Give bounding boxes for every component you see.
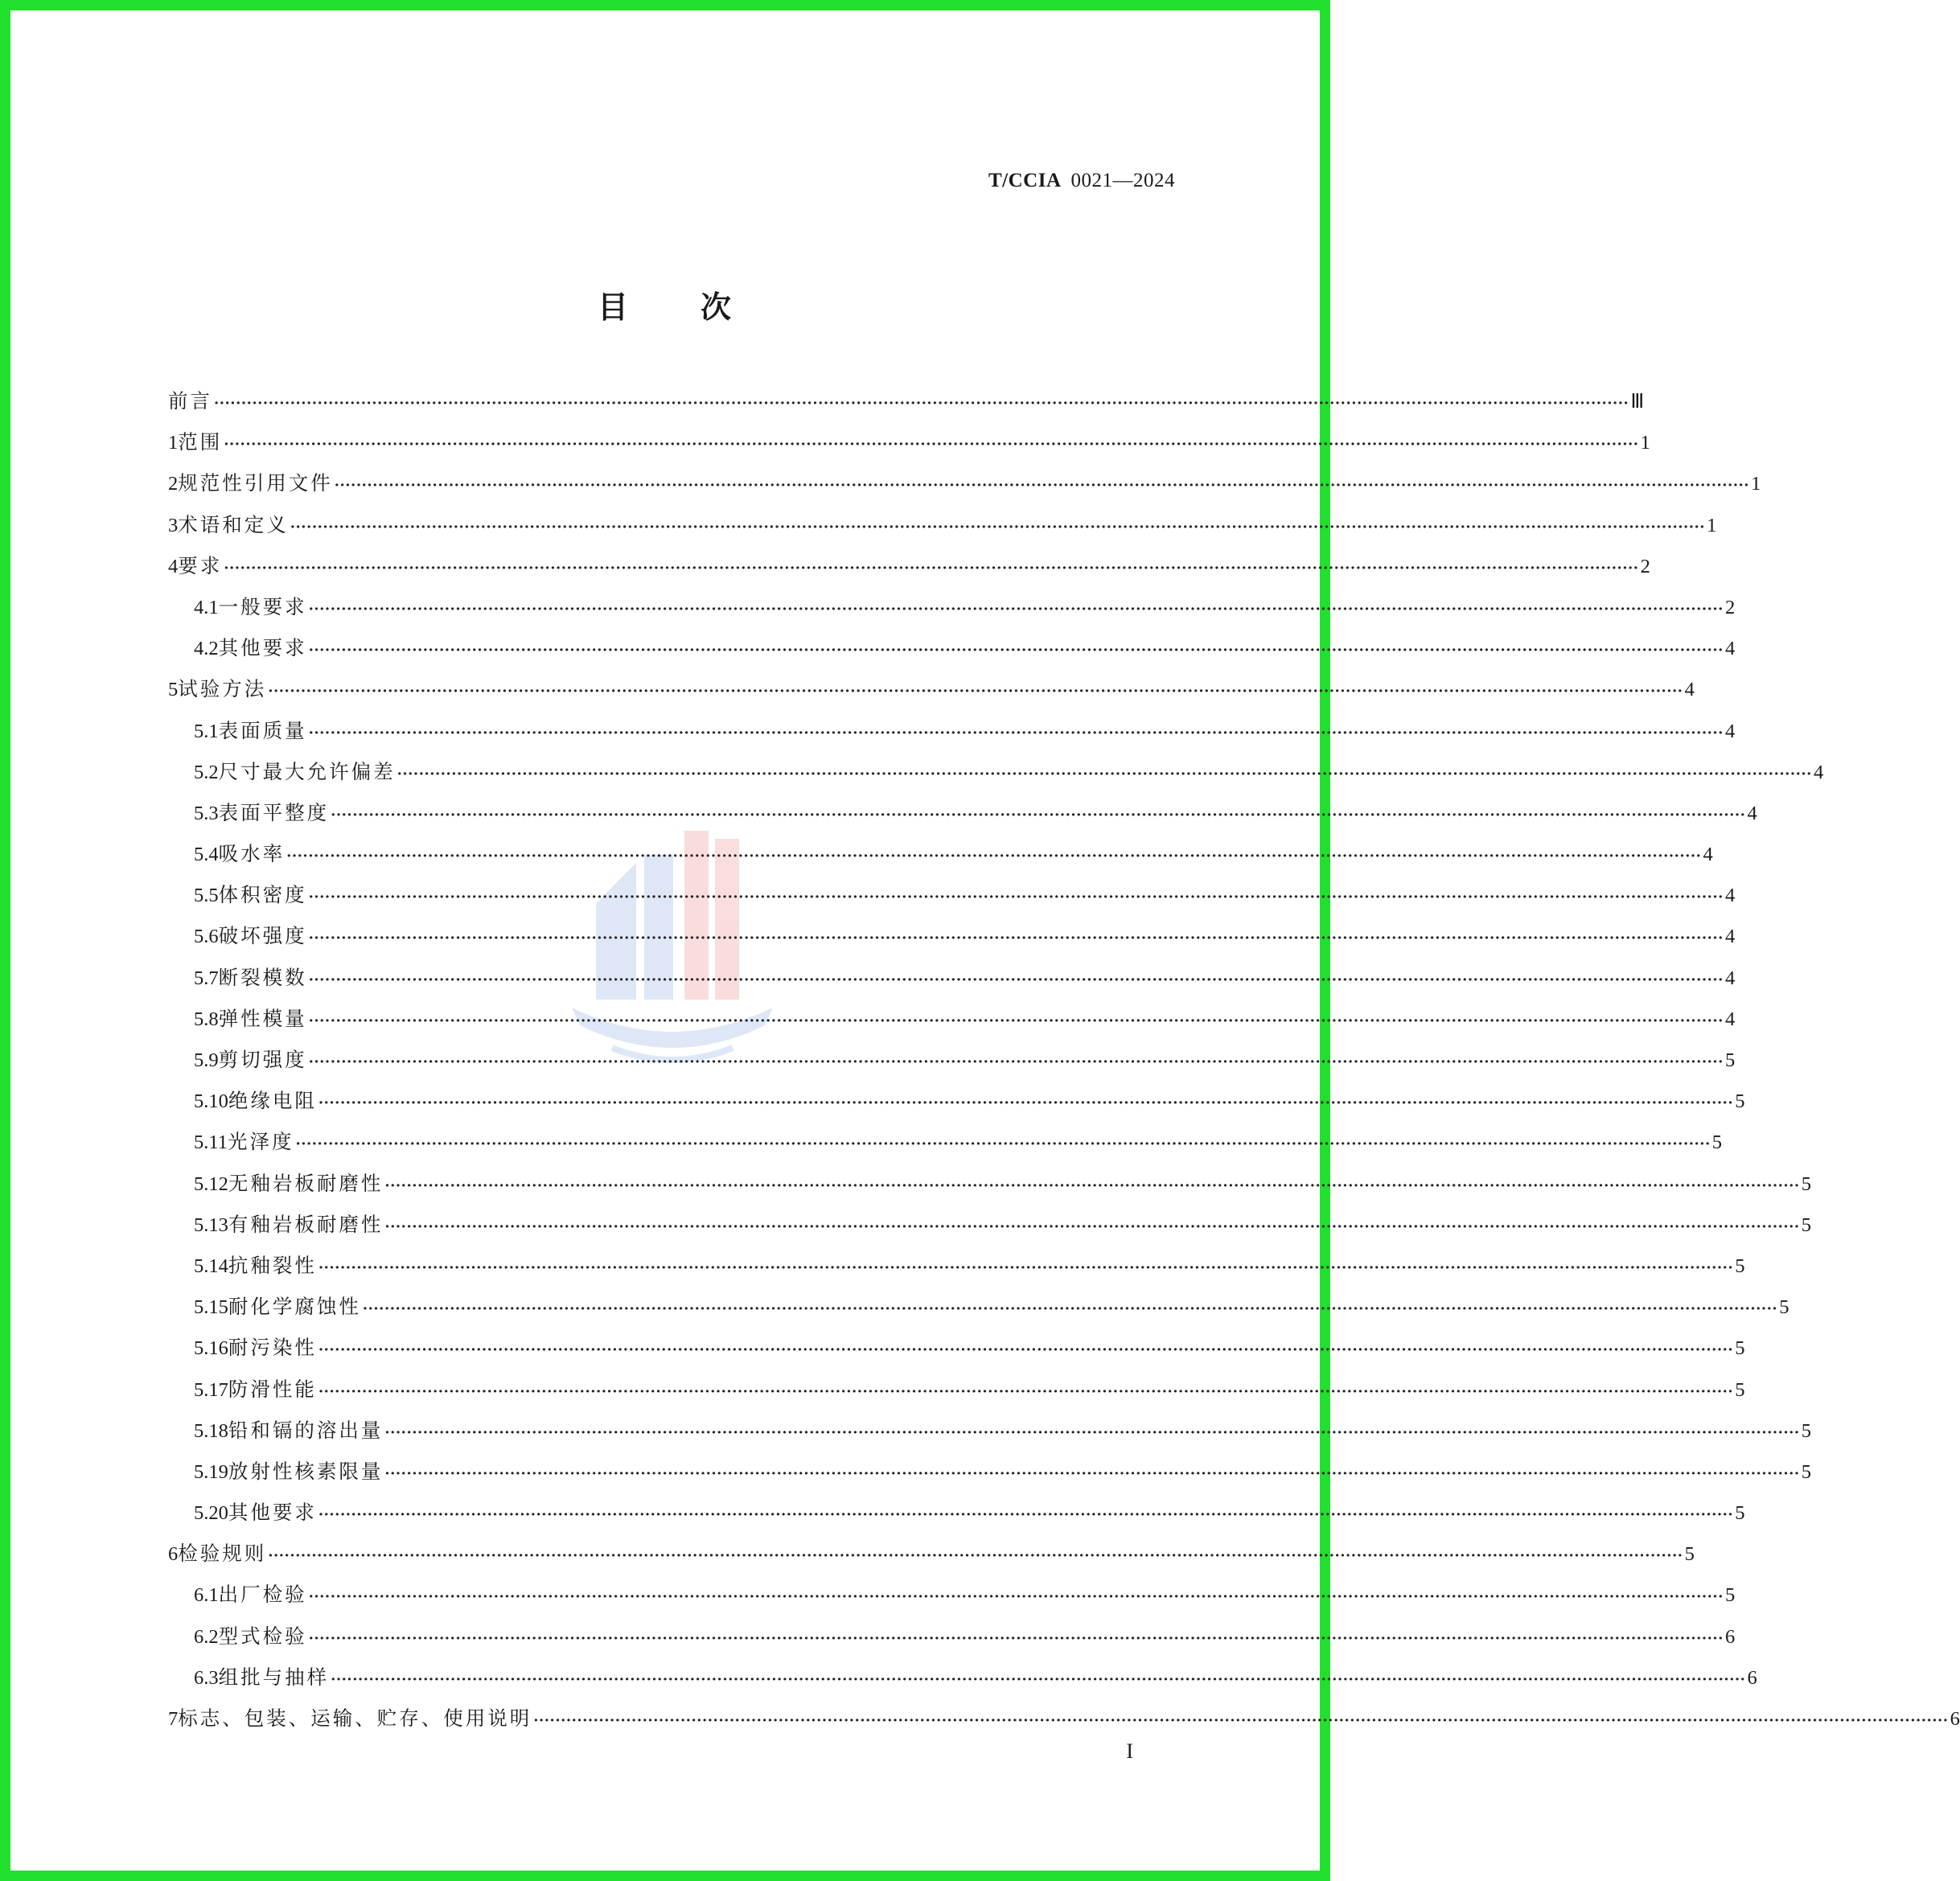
dot-leader: ···································································································································································································································································· — [308, 889, 1724, 906]
toc-entry-number: 5.15 — [194, 1296, 228, 1319]
dot-leader: ···································································································································································································································································· — [308, 1629, 1724, 1647]
toc-entry-label: 防滑性能 — [228, 1377, 317, 1401]
toc-entry[interactable] — [168, 1045, 1736, 1086]
toc-entry-label: 弹性模量 — [218, 1006, 307, 1030]
toc-entry-number: 5.17 — [194, 1378, 228, 1401]
toc-entry-page: 1 — [1640, 432, 1650, 454]
dot-leader: ···································································································································································································································································· — [318, 1382, 1734, 1400]
dot-leader: ···································································································································································································································································· — [362, 1300, 1778, 1318]
toc-entry-page: 5 — [1735, 1255, 1745, 1277]
dot-leader: ···································································································································································································································································· — [286, 848, 1702, 865]
toc-entry-label: 耐污染性 — [228, 1336, 317, 1360]
toc-entry-number: 5.9 — [194, 1049, 219, 1071]
toc-entry-number: 5.12 — [194, 1173, 228, 1195]
toc-entry-page: 4 — [1684, 679, 1695, 701]
toc-entry[interactable] — [168, 963, 1736, 1004]
toc-entry[interactable] — [168, 1374, 1745, 1415]
dot-leader: ···································································································································································································································································· — [268, 683, 1683, 700]
toc-entry-number: 5.7 — [194, 967, 219, 989]
toc-entry[interactable] — [168, 1621, 1736, 1662]
toc-entry-number: 1 — [168, 432, 179, 454]
toc-entry[interactable] — [168, 468, 1761, 509]
toc-entry-label: 剪切强度 — [218, 1048, 307, 1071]
toc-entry-label: 表面质量 — [218, 718, 307, 742]
dot-leader: ···································································································································································································································································· — [384, 1423, 1800, 1441]
toc-entry-label: 抗釉裂性 — [228, 1253, 317, 1277]
toc-entry-number: 5.5 — [194, 885, 219, 907]
toc-entry-page: 5 — [1735, 1502, 1745, 1525]
toc-entry-page: 4 — [1724, 967, 1736, 989]
toc-entry-label: 有釉岩板耐磨性 — [228, 1212, 384, 1236]
toc-entry-label: 一般要求 — [218, 594, 307, 618]
toc-entry[interactable] — [168, 1703, 1960, 1744]
toc-entry-page: 4 — [1724, 885, 1736, 907]
toc-entry-label: 型式检验 — [218, 1624, 307, 1648]
toc-entry[interactable] — [168, 1086, 1745, 1127]
toc-entry-page: Ⅲ — [1630, 391, 1645, 413]
dot-leader: ···································································································································································································································································· — [308, 1012, 1724, 1029]
dot-leader: ···································································································································································································································································· — [384, 1177, 1800, 1194]
toc-entry[interactable] — [168, 674, 1695, 715]
toc-entry-page: 6 — [1950, 1708, 1960, 1730]
toc-entry[interactable] — [168, 427, 1650, 468]
toc-entry-label: 要求 — [178, 553, 223, 577]
page-number: I — [1126, 1739, 1133, 1763]
toc-entry-number: 3 — [168, 514, 179, 536]
dot-leader: ···································································································································································································································································· — [384, 1464, 1800, 1482]
toc-title — [10, 282, 1320, 327]
toc-entry-label: 其他要求 — [218, 636, 307, 660]
toc-entry-page: 5 — [1735, 1378, 1745, 1401]
toc-entry-label: 铅和镉的溶出量 — [228, 1418, 384, 1442]
standard-number: 0021—2024 — [1070, 170, 1175, 191]
toc-entry-number: 4.1 — [194, 596, 219, 618]
toc-entry-page: 5 — [1684, 1543, 1695, 1566]
toc-entry-page: 5 — [1724, 1049, 1736, 1071]
toc-entry[interactable] — [168, 839, 1713, 880]
toc-entry-page: 6 — [1747, 1666, 1757, 1689]
toc-entry[interactable] — [168, 1210, 1811, 1251]
toc-entry-label: 出厂检验 — [218, 1583, 307, 1607]
toc-entry[interactable] — [168, 1497, 1745, 1538]
dot-leader: ···································································································································································································································································· — [214, 395, 1629, 412]
toc-entry-page: 5 — [1801, 1173, 1811, 1195]
toc-title-right: 次 — [701, 290, 733, 325]
toc-entry[interactable] — [168, 510, 1717, 551]
dot-leader: ···································································································································································································································································· — [308, 971, 1724, 988]
toc-entry-label: 标志、包装、运输、贮存、使用说明 — [178, 1706, 532, 1730]
toc-entry[interactable] — [168, 1333, 1745, 1374]
toc-entry-page: 1 — [1707, 514, 1717, 536]
dot-leader: ···································································································································································································································································· — [308, 600, 1724, 618]
toc-entry[interactable] — [168, 716, 1736, 757]
toc-entry-label: 无釉岩板耐磨性 — [228, 1171, 384, 1195]
toc-entry-page: 4 — [1724, 926, 1736, 948]
toc-entry[interactable] — [168, 1538, 1695, 1579]
dot-leader: ···································································································································································································································································· — [318, 1506, 1734, 1524]
toc-entry-page: 4 — [1747, 802, 1757, 824]
toc-entry[interactable] — [168, 880, 1736, 921]
dot-leader: ···································································································································································································································································· — [268, 1547, 1683, 1565]
toc-entry-label: 检验规则 — [178, 1542, 267, 1566]
toc-entry-number: 5.10 — [194, 1090, 228, 1113]
toc-entry-number: 5.8 — [194, 1008, 219, 1030]
toc-entry-number: 7 — [168, 1708, 179, 1730]
dot-leader: ···································································································································································································································································· — [331, 1670, 1746, 1688]
dot-leader: ···································································································································································································································································· — [308, 724, 1724, 741]
toc-entry-label: 其他要求 — [228, 1501, 317, 1525]
toc-entry[interactable] — [168, 1579, 1736, 1620]
dot-leader: ···································································································································································································································································· — [295, 1136, 1711, 1153]
toc-list — [168, 386, 1960, 1744]
dot-leader: ···································································································································································································································································· — [308, 1588, 1724, 1606]
toc-entry-number: 5 — [168, 679, 179, 701]
toc-entry-page: 5 — [1735, 1090, 1745, 1113]
toc-entry-page: 5 — [1735, 1337, 1745, 1360]
toc-entry-page: 1 — [1751, 473, 1761, 495]
dot-leader: ···································································································································································································································································· — [308, 930, 1724, 947]
toc-entry-number: 5.11 — [194, 1131, 228, 1154]
toc-entry-label: 吸水率 — [218, 842, 286, 866]
toc-entry-label: 体积密度 — [218, 883, 307, 907]
toc-entry-label: 断裂模数 — [218, 965, 307, 989]
toc-entry-number: 4 — [168, 555, 179, 577]
standard-prefix: T/CCIA — [988, 170, 1062, 191]
toc-entry-label: 范围 — [178, 430, 223, 454]
toc-entry-label: 表面平整度 — [218, 800, 330, 824]
toc-entry[interactable] — [168, 1456, 1811, 1497]
toc-entry-number: 5.3 — [194, 802, 219, 824]
toc-entry-number: 6 — [168, 1543, 179, 1566]
toc-entry-page: 5 — [1801, 1214, 1811, 1236]
toc-entry-page: 5 — [1711, 1131, 1723, 1154]
toc-entry-number: 5.18 — [194, 1419, 228, 1442]
toc-entry-page: 4 — [1703, 844, 1713, 866]
toc-entry-label: 绝缘电阻 — [228, 1089, 317, 1113]
toc-entry-page: 5 — [1801, 1419, 1811, 1442]
toc-entry[interactable] — [168, 1292, 1789, 1333]
toc-entry-page: 5 — [1724, 1584, 1736, 1607]
dot-leader: ···································································································································································································································································· — [224, 559, 1639, 577]
toc-entry[interactable] — [168, 386, 1645, 427]
toc-entry[interactable] — [168, 798, 1757, 839]
toc-entry-label: 组批与抽样 — [218, 1665, 330, 1689]
toc-entry-number: 6.2 — [194, 1625, 219, 1648]
toc-entry-page: 4 — [1813, 761, 1824, 783]
toc-entry[interactable] — [168, 1168, 1811, 1210]
toc-entry-number: 5.6 — [194, 926, 219, 948]
toc-entry[interactable] — [168, 1662, 1757, 1703]
toc-entry[interactable] — [168, 757, 1824, 798]
toc-entry-page: 6 — [1724, 1625, 1736, 1648]
toc-entry-page: 4 — [1724, 638, 1736, 660]
dot-leader: ···································································································································································································································································· — [533, 1712, 1949, 1729]
toc-entry-number: 6.1 — [194, 1584, 219, 1607]
toc-entry-label: 光泽度 — [227, 1130, 294, 1154]
toc-entry-number: 4.2 — [194, 638, 219, 660]
toc-entry-number: 5.13 — [194, 1214, 228, 1236]
dot-leader: ···································································································································································································································································· — [331, 806, 1746, 823]
dot-leader: ···································································································································································································································································· — [318, 1095, 1734, 1112]
toc-entry-label: 规范性引用文件 — [178, 471, 333, 495]
dot-leader: ···································································································································································································································································· — [318, 1259, 1734, 1276]
standard-code — [988, 168, 1175, 192]
toc-entry[interactable] — [168, 921, 1736, 962]
toc-entry-page: 5 — [1779, 1296, 1789, 1319]
toc-title-left: 目 — [597, 290, 630, 325]
dot-leader: ···································································································································································································································································· — [397, 765, 1812, 782]
dot-leader: ···································································································································································································································································· — [308, 642, 1724, 659]
toc-entry-label: 放射性核素限量 — [228, 1459, 384, 1483]
toc-entry[interactable] — [168, 592, 1736, 633]
toc-entry-label: 耐化学腐蚀性 — [228, 1295, 361, 1319]
toc-entry[interactable] — [168, 1415, 1811, 1456]
toc-entry-page: 4 — [1724, 720, 1736, 742]
toc-entry[interactable] — [168, 1004, 1736, 1045]
toc-entry[interactable] — [168, 551, 1650, 592]
toc-entry-number: 5.4 — [194, 844, 219, 866]
dot-leader: ···································································································································································································································································· — [334, 477, 1750, 495]
toc-entry-number: 5.1 — [194, 720, 219, 742]
toc-entry-number: 5.19 — [194, 1460, 228, 1483]
toc-entry-page: 2 — [1724, 596, 1736, 618]
toc-entry-page: 2 — [1640, 555, 1650, 577]
toc-entry-label: 术语和定义 — [178, 512, 289, 536]
toc-entry-page: 5 — [1801, 1460, 1811, 1483]
toc-entry-number: 2 — [168, 473, 179, 495]
toc-entry[interactable] — [168, 1251, 1745, 1292]
dot-leader: ···································································································································································································································································· — [290, 518, 1706, 536]
dot-leader: ···································································································································································································································································· — [318, 1341, 1734, 1359]
toc-entry-label: 破坏强度 — [218, 924, 307, 948]
dot-leader: ···································································································································································································································································· — [224, 436, 1639, 454]
toc-entry-number: 5.14 — [194, 1255, 228, 1277]
toc-entry-number: 5.2 — [194, 761, 219, 783]
toc-entry-number: 5.16 — [194, 1337, 228, 1360]
dot-leader: ···································································································································································································································································· — [308, 1053, 1724, 1070]
toc-entry-label: 试验方法 — [178, 677, 267, 701]
toc-entry-label: 前言 — [168, 389, 212, 413]
toc-entry-label: 尺寸最大允许偏差 — [218, 759, 396, 783]
dot-leader: ···································································································································································································································································· — [384, 1218, 1800, 1235]
toc-entry[interactable] — [168, 1127, 1723, 1168]
toc-entry[interactable] — [168, 633, 1736, 674]
toc-entry-number: 6.3 — [194, 1666, 219, 1689]
toc-entry-page: 4 — [1724, 1008, 1736, 1030]
toc-entry-number: 5.20 — [194, 1502, 228, 1525]
